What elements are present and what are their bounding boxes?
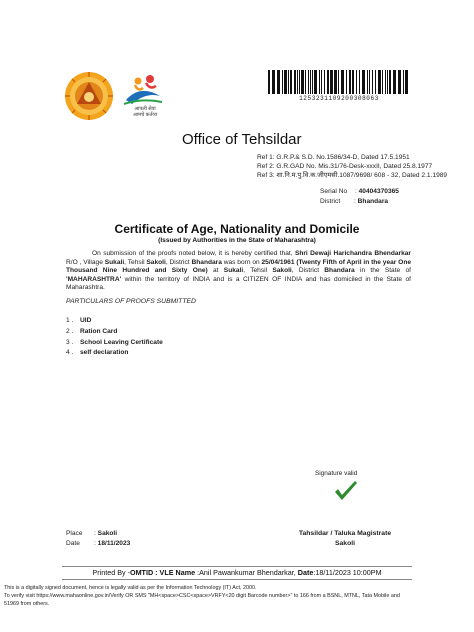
barcode-bar (272, 70, 275, 94)
barcode-bar (297, 70, 298, 94)
barcode-bar (290, 70, 292, 94)
checkmark-icon (333, 480, 359, 504)
authority-location: Sakoli (334, 540, 356, 547)
ref-3: Ref 3: शा.नि.म.पु.वि.क.जीएमसी.1087/9698/ 608 - 32, Dated 2.1.1989 (257, 172, 448, 179)
barcode-bar (356, 70, 357, 94)
barcode-bar (324, 70, 325, 94)
barcode-bar (321, 70, 322, 94)
place-label: Place (66, 530, 83, 537)
barcode-bar (341, 70, 344, 94)
serial-label: Serial No (320, 188, 348, 195)
barcode-bar (301, 70, 304, 94)
tehsil-2: Sakoli (272, 267, 292, 275)
list-number: 1 . (66, 317, 74, 324)
proof-label: Ration Card (80, 327, 118, 335)
logo-caption-line1: आपली सेवा (134, 106, 156, 112)
barcode-bar (352, 70, 354, 94)
authority-block (290, 529, 400, 549)
date-label: Date (66, 540, 80, 547)
signature-status: Signature valid (315, 470, 358, 477)
body-text: , District (291, 267, 325, 275)
district-row: District : Bhandara (320, 198, 389, 205)
district-value: Bhandara (357, 198, 389, 205)
barcode-bar (305, 70, 306, 94)
disclaimer-line-1: This is a digitally signed document, hence is legally valid as per the Information Technology (IT) Act, 2000. (4, 585, 257, 591)
barcode-bar (387, 70, 388, 94)
barcode-bar (389, 70, 391, 94)
particulars-heading: PARTICULARS OF PROOFS SUBMITTED (66, 298, 196, 305)
barcode-bar (299, 70, 300, 94)
body-text: , Tehsil (124, 258, 147, 266)
barcode (268, 70, 410, 94)
barcode-bar (268, 70, 270, 94)
barcode-bar (405, 70, 408, 94)
authority-title: Tahsildar / Taluka Magistrate (298, 530, 392, 537)
barcode-bar (378, 70, 381, 94)
barcode-bar (314, 70, 317, 94)
district: Bhandara (191, 258, 222, 266)
body-text: within the territory of INDIA and is a CITIZEN OF INDIA and has domiciled in the State of Maharashtra. (66, 275, 411, 292)
tehsil: Sakoli (146, 258, 166, 266)
certificate-body (66, 250, 411, 293)
barcode-bar (359, 70, 360, 94)
barcode-bar (398, 70, 401, 94)
date-of-birth: 25/04/1961 (Twenty Fifth of April in the year One Thousand Nine Hundred and Sixty One) (66, 258, 412, 275)
body-text: , Tehsil (243, 267, 273, 275)
serial-value: 40404370365 (358, 188, 399, 195)
proofs-list (66, 316, 163, 359)
list-item (66, 338, 163, 349)
body-text: in the State of (354, 267, 411, 275)
date-row: Date : 18/11/2023 (66, 540, 131, 547)
list-item (66, 327, 163, 338)
barcode-bar (362, 70, 365, 94)
barcode-bar (382, 70, 383, 94)
certificate-subtitle: (Issued by Authorities in the State of Maharashtra) (158, 237, 316, 244)
proof-label: School Leaving Certificate (80, 338, 163, 346)
barcode-bar (338, 70, 339, 94)
maharashtra-seal-logo (63, 69, 115, 123)
barcode-bar (334, 70, 337, 94)
body-text: , District (165, 258, 192, 266)
logo-caption-line2: आमचे कर्तव्य (133, 112, 157, 118)
body-text: was born on (221, 258, 262, 266)
serial-row: Serial No : 40404370365 (320, 188, 399, 195)
printed-date-label: Date (297, 568, 314, 577)
aapli-seva-logo (120, 70, 166, 108)
printed-by-bar (62, 566, 412, 580)
proof-label: UID (80, 317, 92, 324)
barcode-bar (327, 70, 329, 94)
village: Sukali (104, 258, 125, 266)
date-value: 18/11/2023 (97, 540, 131, 547)
barcode-bar (385, 70, 386, 94)
barcode-bar (308, 70, 309, 94)
district-label: District (320, 198, 341, 205)
barcode-bar (319, 70, 320, 94)
barcode-bar (346, 70, 347, 94)
barcode-bar (282, 70, 283, 94)
disclaimer (4, 584, 470, 608)
barcode-bar (312, 70, 313, 94)
barcode-bar (330, 70, 333, 94)
proof-label: self declaration (80, 349, 129, 357)
body-text: at (207, 267, 224, 275)
barcode-bar (375, 70, 376, 94)
place-value: Sakoli (97, 530, 118, 537)
barcode-bar (284, 70, 287, 94)
disclaimer-line-3: 51969 from others. (4, 601, 50, 607)
list-item (66, 348, 163, 359)
barcode-bar (367, 70, 368, 94)
barcode-bar (393, 70, 396, 94)
applicant-name: Shri Dewaji Harichandra Bhendarkar (294, 250, 411, 257)
ref-1: Ref 1: G.R.P.& S.D. No.1586/34-D, Dated 17.5.1951 (257, 154, 410, 161)
omtid-label: OMTID : VLE Name (129, 568, 196, 577)
place-row: Place : Sakoli (66, 530, 118, 537)
list-number: 2 . (66, 327, 74, 335)
printed-by-prefix: Printed By - (92, 568, 130, 577)
state: 'MAHARASHTRA' (66, 275, 122, 283)
district-2: Bhandara (324, 267, 355, 275)
barcode-bar (372, 70, 373, 94)
body-text: On submission of the proofs noted below, it is hereby certified that, (92, 250, 295, 257)
barcode-bar (369, 70, 370, 94)
ref-2: Ref 2: G.R.GAD No. Mis.31/76-Desk-xxxII, Dated 25.8.1977 (257, 163, 433, 170)
place-date-block (66, 529, 130, 549)
printed-date-value: :18/11/2023 10:00PM (313, 568, 382, 577)
barcode-bar (294, 70, 296, 94)
barcode-bar (403, 70, 404, 94)
certificate-title: Certificate of Age, Nationality and Domicile (114, 222, 360, 236)
list-number: 3 . (66, 338, 74, 346)
list-item (66, 316, 163, 327)
list-number: 4 . (66, 349, 74, 357)
barcode-bar (288, 70, 289, 94)
logo-caption (118, 106, 172, 118)
body-text: R/O , Village (66, 258, 105, 266)
birthplace: Sukali (223, 267, 244, 275)
office-title: Office of Tehsildar (182, 131, 302, 148)
barcode-bar (310, 70, 311, 94)
barcode-number: 1253231109200308063 (299, 95, 379, 102)
barcode-bar (349, 70, 351, 94)
vle-name: :Anil Pawankumar Bhendarkar, (195, 568, 298, 577)
disclaimer-line-2: To verify visit https://www.mahaonline.gov.in/Verify OR SMS "MH<space>CSC<space>VRFY<20 digit Barcode number>" to 166 from a BSNL, MTNL, Tata Mobile and (4, 593, 400, 599)
barcode-bar (277, 70, 280, 94)
reference-list (257, 153, 447, 180)
